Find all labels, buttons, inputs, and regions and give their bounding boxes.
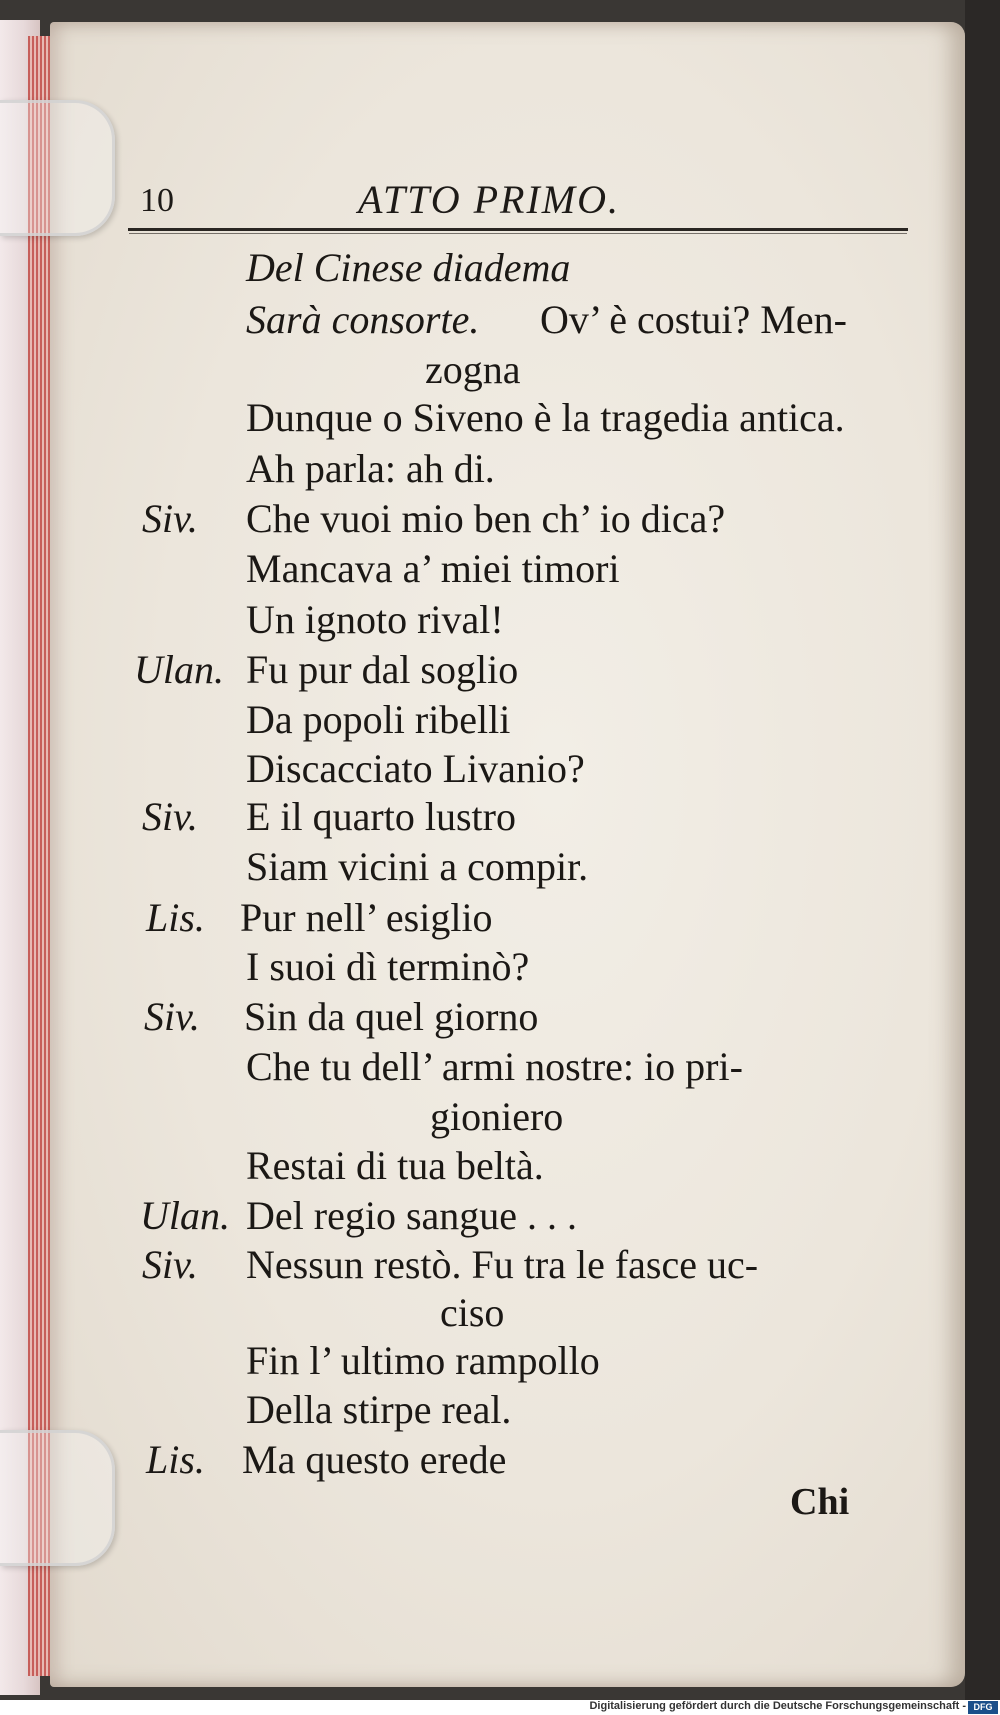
text-line: Discacciato Livanio?	[246, 746, 585, 791]
speaker-label: Siv.	[144, 994, 200, 1039]
text-line: I suoi dì terminò?	[246, 944, 530, 989]
speaker-label: Ulan.	[140, 1193, 230, 1238]
speaker-label: Siv.	[142, 496, 198, 541]
scanner-clip-top	[0, 100, 115, 236]
header-rule	[128, 228, 908, 231]
speaker-label: Siv.	[142, 794, 198, 839]
page-header	[128, 176, 908, 236]
scanner-clip-bottom	[0, 1430, 115, 1566]
text-line: Sin da quel giorno	[244, 994, 539, 1039]
text-line: Fu pur dal soglio	[246, 647, 519, 692]
text-line: Sarà consorte.	[246, 297, 480, 342]
text-line: ciso	[440, 1290, 505, 1335]
speaker-label: Ulan.	[134, 647, 224, 692]
text-line: Che tu dell’ armi nostre: io pri-	[246, 1044, 743, 1089]
catchword: Chi	[790, 1481, 850, 1523]
digitization-credit-bar	[0, 1700, 1000, 1715]
text-line: zogna	[425, 347, 521, 392]
running-head: ATTO PRIMO.	[358, 177, 620, 222]
credit-text: Digitalisierung gefördert durch die Deutsche Forschungsgemeinschaft -	[589, 1700, 966, 1712]
text-line: Fin l’ ultimo rampollo	[246, 1338, 600, 1383]
text-line: E il quarto lustro	[246, 794, 516, 839]
right-margin-shadow	[965, 0, 1000, 1700]
speaker-label: Lis.	[146, 1437, 205, 1482]
speaker-label: Siv.	[142, 1242, 198, 1287]
text-line: Del Cinese diadema	[246, 245, 571, 290]
text-line: Restai di tua beltà.	[246, 1143, 544, 1188]
text-line: Pur nell’ esiglio	[240, 895, 493, 940]
speaker-label: Lis.	[146, 895, 205, 940]
text-line: Dunque o Siveno è la tragedia antica.	[246, 395, 845, 440]
text-line: Siam vicini a compir.	[246, 844, 589, 889]
text-line: Della stirpe real.	[246, 1387, 512, 1432]
text-line: Che vuoi mio ben ch’ io dica?	[246, 496, 726, 541]
text-line-continuation: Ov’ è costui? Men-	[540, 297, 847, 342]
page-number: 10	[140, 182, 174, 219]
text-line: Ah parla: ah di.	[246, 446, 495, 491]
text-line: Da popoli ribelli	[246, 697, 511, 742]
dfg-logo[interactable]: DFG	[968, 1701, 998, 1714]
text-line: Mancava a’ miei timori	[246, 546, 620, 591]
text-line: Ma questo erede	[242, 1437, 507, 1482]
text-line: Del regio sangue . . .	[246, 1193, 578, 1238]
text-line: Un ignoto rival!	[246, 597, 504, 642]
text-line: Nessun restò. Fu tra le fasce uc-	[246, 1242, 759, 1287]
text-line: gioniero	[430, 1094, 564, 1139]
